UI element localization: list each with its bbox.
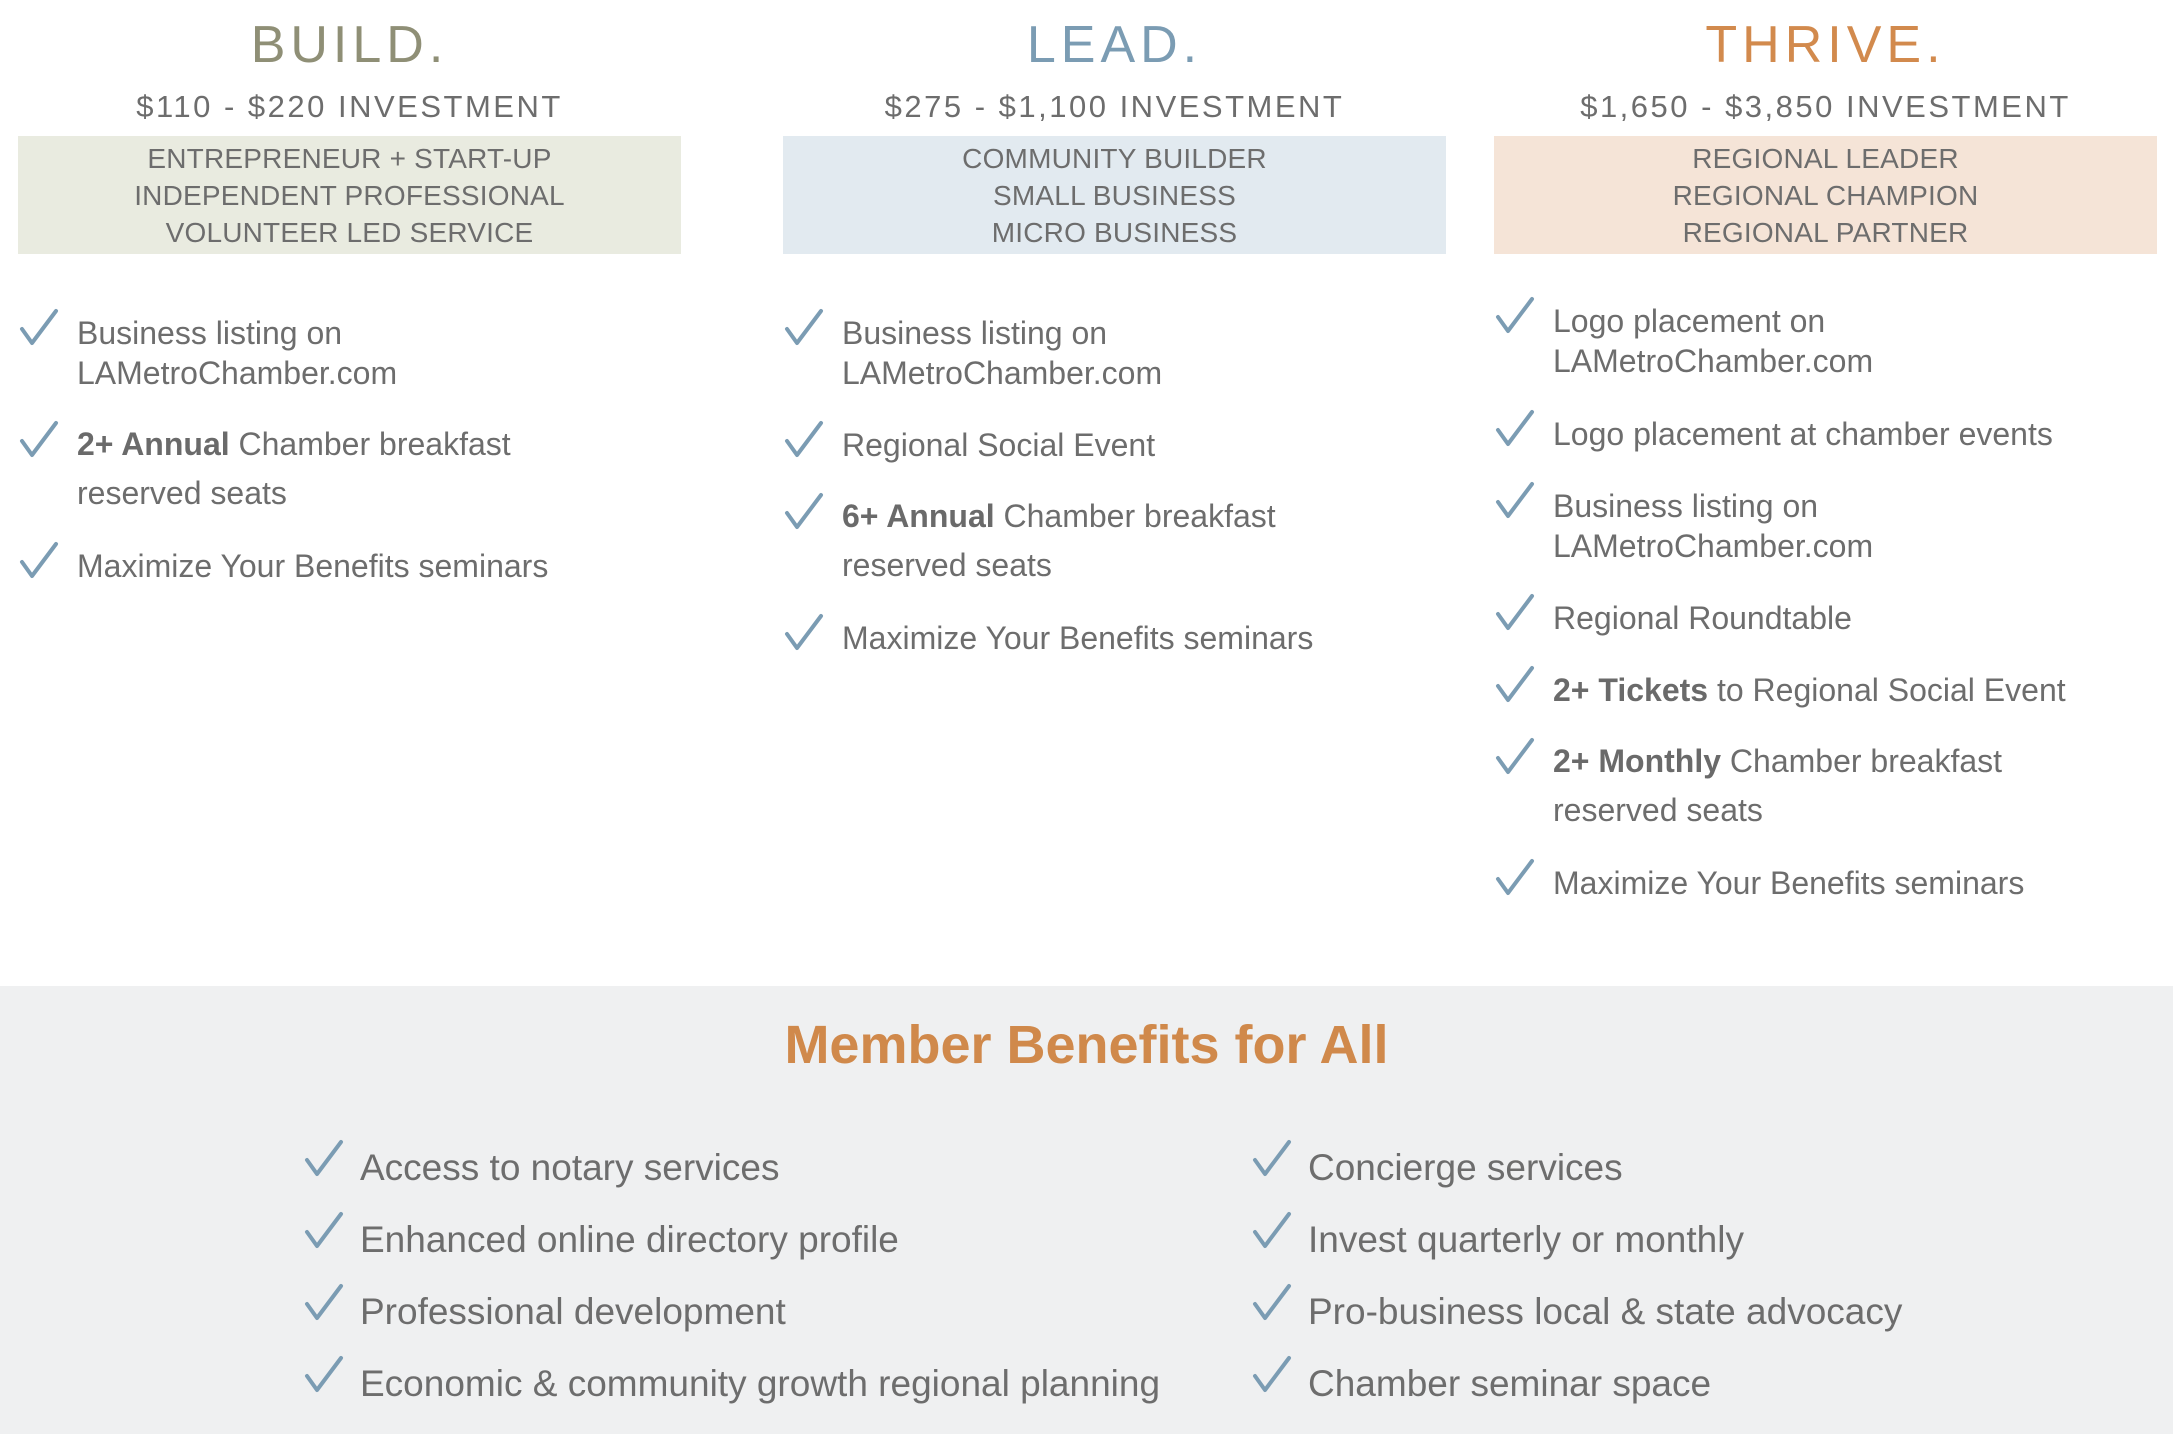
feature-text [77,420,577,518]
feature-bold: 2+ Tickets [1553,672,1709,708]
check-icon [783,612,827,656]
benefit-text: Concierge services [1308,1147,1623,1188]
check-icon [783,491,827,535]
check-icon [1494,408,1538,452]
tier-categories [783,136,1446,254]
tier-title: THRIVE. [1705,16,1946,74]
check-icon [303,1138,347,1182]
check-icon [303,1282,347,1326]
benefit-text: Professional development [360,1291,786,1332]
feature-text [1553,670,2133,710]
benefit-text: Economic & community growth regional planning [360,1363,1161,1404]
benefits-title: Member Benefits for All [784,1015,1389,1075]
tier-category: MICRO BUSINESS [991,216,1238,248]
feature-text: Business listing on LAMetroChamber.com [1553,488,1874,564]
check-icon [1494,480,1538,524]
tier-category: ENTREPRENEUR + START-UP [147,142,552,174]
check-icon [18,540,62,584]
check-icon [1494,664,1538,708]
feature-text: Logo placement on LAMetroChamber.com [1553,303,1874,379]
check-icon [783,307,827,351]
feature-text: Business listing on LAMetroChamber.com [77,315,398,391]
feature-text [1553,737,2053,835]
feature-text: Logo placement at chamber events [1553,416,2053,452]
tier-price: $110 - $220 INVESTMENT [136,89,563,124]
tier-title: BUILD. [250,16,449,74]
feature-text [842,492,1342,590]
check-icon [303,1210,347,1254]
benefit-text: Pro-business local & state advocacy [1308,1291,1903,1332]
tier-categories [18,136,681,254]
feature-bold: 2+ Annual [77,426,230,462]
check-icon [1494,592,1538,636]
tier-category: SMALL BUSINESS [993,179,1236,211]
tier-category: COMMUNITY BUILDER [962,142,1267,174]
check-icon [1494,736,1538,780]
feature-text: Maximize Your Benefits seminars [1553,865,2025,901]
feature-text: Regional Roundtable [1553,600,1852,636]
check-icon [1494,295,1538,339]
tier-category: REGIONAL CHAMPION [1672,179,1979,211]
tier-price: $275 - $1,100 INVESTMENT [884,89,1345,124]
check-icon [1494,857,1538,901]
feature-text: Maximize Your Benefits seminars [77,548,549,584]
benefit-text: Invest quarterly or monthly [1308,1219,1744,1260]
feature-rest: to Regional Social Event [1708,672,2066,708]
benefit-text: Enhanced online directory profile [360,1219,899,1260]
feature-bold: 6+ Annual [842,498,995,534]
feature-bold: 2+ Monthly [1553,743,1722,779]
tier-category: REGIONAL PARTNER [1682,216,1969,248]
check-icon [1251,1354,1295,1398]
check-icon [1251,1138,1295,1182]
check-icon [303,1354,347,1398]
tier-categories [1494,136,2157,254]
check-icon [1251,1282,1295,1326]
feature-rest: Chamber breakfast reserved seats [77,426,511,511]
tier-title: LEAD. [1026,16,1203,74]
feature-text: Business listing on LAMetroChamber.com [842,315,1163,391]
tier-category: VOLUNTEER LED SERVICE [165,216,534,248]
feature-text: Maximize Your Benefits seminars [842,620,1314,656]
benefit-text: Chamber seminar space [1308,1363,1712,1404]
feature-rest: Chamber breakfast reserved seats [842,498,1276,583]
feature-text: Regional Social Event [842,427,1156,463]
check-icon [1251,1210,1295,1254]
check-icon [18,307,62,351]
feature-rest: Chamber breakfast reserved seats [1553,743,2003,828]
check-icon [18,419,62,463]
tier-price: $1,650 - $3,850 INVESTMENT [1580,89,2071,124]
benefit-text: Access to notary services [360,1147,780,1188]
check-icon [783,419,827,463]
tier-category: INDEPENDENT PROFESSIONAL [134,179,565,211]
tier-category: REGIONAL LEADER [1692,142,1959,174]
